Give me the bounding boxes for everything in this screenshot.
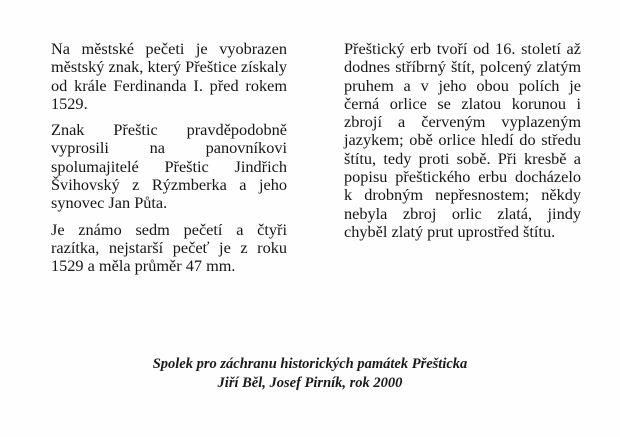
footer-organization: Spolek pro záchranu historických památek Přešticka xyxy=(152,356,468,372)
paragraph-coat-of-arms-origin: Znak Přeštic pravděpodobně vyprosili na panovníkovi spolumajitelé Přeštic Jindřich Švihovský z Rýzmberka a jeho synovec Jan Půta. xyxy=(51,120,287,213)
left-text-column xyxy=(51,40,287,276)
paragraph-seals-and-stamps: Je známo sedm pečetí a čtyři razítka, nejstarší pečeť je z roku 1529 a měla průměr 47 mm. xyxy=(51,219,287,276)
footer-authors: Jiří Běl, Josef Pirník, rok 2000 xyxy=(217,375,403,391)
right-text-column xyxy=(344,40,581,241)
paragraph-seal-description: Na městské pečeti je vyobrazen městský znak, který Přeštice získaly od krále Ferdinanda I. před rokem 1529. xyxy=(51,39,287,113)
paragraph-heraldic-description: Přeštický erb tvoří od 16. století až dodnes stříbrný štít, polcený zlatým pruhem a v jeho obou polích je černá orlice se zlatou korunou i zbrojí a červeným vyplazeným jazykem; obě orlice hledí do středu štítu, tedy proti sobě. Při kresbě a popisu přeštického erbu docházelo k drobným nepřesnostem; někdy nebyla zbroj orlic zlatá, jindy chyběl zlatý prut uprostřed štítu. xyxy=(344,39,581,241)
